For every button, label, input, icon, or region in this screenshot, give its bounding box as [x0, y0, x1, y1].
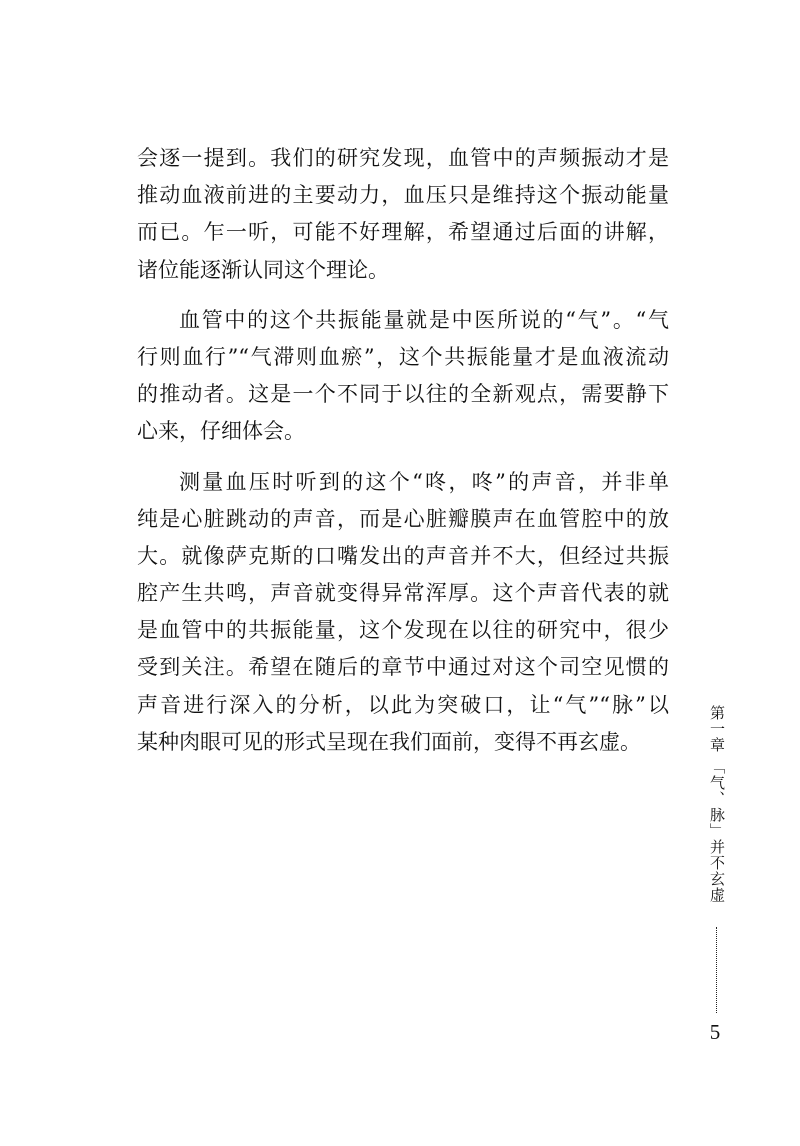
text-line: 血管中的这个共振能量就是中医所说的“气”。“气 — [179, 307, 669, 332]
text-line: 是血管中的共振能量，这个发现在以往的研究中，很少 — [137, 618, 669, 643]
text-line: 测量血压时听到的这个“咚，咚”的声音，并非单 — [179, 469, 669, 494]
body-text — [137, 140, 669, 761]
text-line: 某种肉眼可见的形式呈现在我们面前，变得不再玄虚。 — [137, 729, 641, 754]
text-line: 行则血行”“气滞则血瘀”，这个共振能量才是血液流动 — [137, 344, 669, 369]
text-line: 大。就像萨克斯的口嘴发出的声音并不大，但经过共振 — [137, 543, 669, 568]
text-line: 心来，仔细体会。 — [137, 419, 305, 444]
paragraph-gap — [137, 289, 669, 302]
text-line: 诸位能逐渐认同这个理论。 — [137, 257, 389, 282]
text-line: 受到关注。希望在随后的章节中通过对这个司空见惯的 — [137, 655, 669, 680]
text-line: 声音进行深入的分析，以此为突破口，让“气”“脉”以 — [137, 692, 669, 717]
leader-dots — [716, 927, 717, 1013]
text-line: 会逐一提到。我们的研究发现，血管中的声频振动才是 — [137, 146, 669, 170]
paragraph-gap — [137, 451, 669, 464]
running-head: 第一章 「气、脉」并不玄虚 — [708, 705, 726, 903]
text-line: 的推动者。这是一个不同于以往的全新观点，需要静下 — [137, 382, 669, 407]
text-line: 而已。乍一听，可能不好理解，希望通过后面的讲解， — [137, 220, 669, 245]
text-line: 纯是心脏跳动的声音，而是心脏瓣膜声在血管腔中的放 — [137, 506, 669, 531]
text-line: 推动血液前进的主要动力，血压只是维持这个振动能量 — [137, 183, 669, 208]
page-number: 5 — [709, 1020, 721, 1044]
text-line: 腔产生共鸣，声音就变得异常浑厚。这个声音代表的就 — [137, 581, 669, 606]
